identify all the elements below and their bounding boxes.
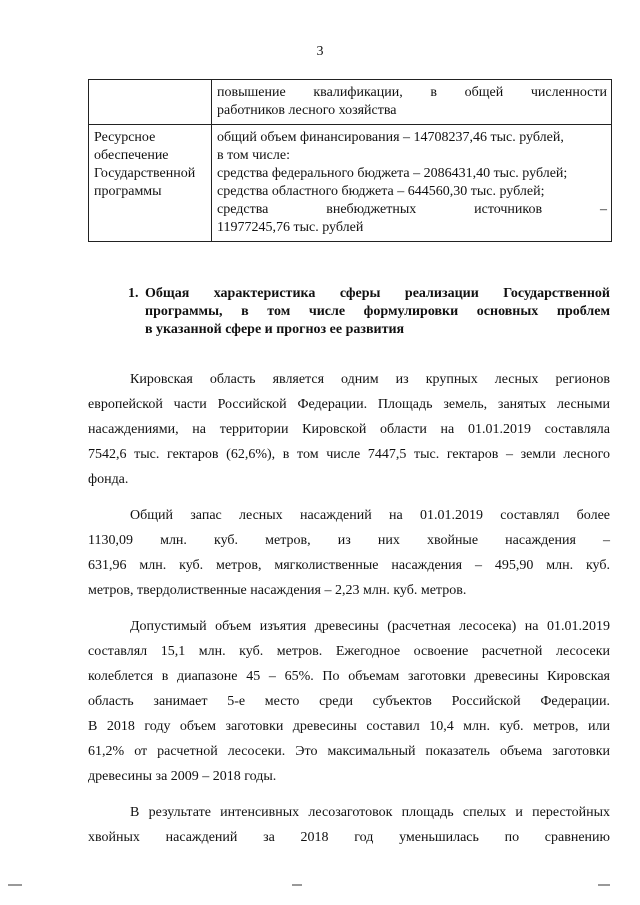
paragraph-line: 7542,6 тыс. гектаров (62,6%), в том числе 7447,5 тыс. гектаров – земли лесного: [88, 447, 610, 462]
paragraph: [88, 800, 610, 850]
section-heading: [128, 285, 610, 339]
paragraph-line: составлял 15,1 млн. куб. метров. Ежегодное освоение расчетной лесосеки: [88, 644, 610, 659]
scan-artifacts: [0, 884, 640, 890]
paragraph-line: древесины за 2009 – 2018 годы.: [88, 769, 277, 784]
paragraph-line: Кировская область является одним из крупных лесных регионов: [130, 372, 610, 387]
table-text-line: общий объем финансирования – 14708237,46 тыс. рублей,: [217, 130, 564, 145]
table-text-line: 11977245,76 тыс. рублей: [217, 220, 364, 235]
paragraph-line: метров, твердолиственные насаждения – 2,23 млн. куб. метров.: [88, 583, 467, 598]
paragraph-line: европейской части Российской Федерации. Площадь земель, занятых лесными: [88, 397, 610, 412]
table-text-line: работников лесного хозяйства: [217, 103, 397, 118]
paragraph-line: 1130,09 млн. куб. метров, из них хвойные насаждения –: [88, 533, 610, 548]
paragraph-line: 61,2% от расчетной лесосеки. Это максимальный показатель объема заготовки: [88, 744, 610, 759]
table-text-line: в том числе:: [217, 148, 290, 163]
page-number: 3: [316, 44, 324, 59]
table-content-cell: [212, 80, 612, 125]
paragraph-line: колеблется в диапазоне 45 – 65%. По объемам заготовки древесины Кировская: [88, 669, 610, 684]
paragraph-line: 631,96 млн. куб. метров, мягколиственные насаждения – 495,90 млн. куб.: [88, 558, 610, 573]
paragraph-line: В результате интенсивных лесозаготовок площадь спелых и перестойных: [130, 805, 610, 820]
program-passport-table: [88, 79, 612, 242]
table-label-cell: [89, 80, 212, 125]
paragraph-line: Общий запас лесных насаждений на 01.01.2019 составлял более: [130, 508, 610, 523]
table-label-cell: [89, 125, 212, 242]
paragraph-line: В 2018 году объем заготовки древесины составил 10,4 млн. куб. метров, или: [88, 719, 610, 734]
paragraph-line: насаждениями, на территории Кировской области на 01.01.2019 составляла: [88, 422, 610, 437]
table-text-line: средства федерального бюджета – 2086431,40 тыс. рублей;: [217, 166, 568, 181]
section-title-line: программы, в том числе формулировки основных проблем: [145, 304, 610, 319]
body-text: [88, 367, 610, 850]
table-label-line: программы: [94, 184, 162, 199]
paragraph: [88, 367, 610, 492]
section-title-line: в указанной сфере и прогноз ее развития: [145, 322, 405, 337]
section-number: 1.: [128, 286, 139, 301]
table-text-line: средства областного бюджета – 644560,30 тыс. рублей;: [217, 184, 545, 199]
paragraph-line: хвойных насаждений за 2018 год уменьшилась по сравнению: [88, 830, 610, 845]
paragraph-line: Допустимый объем изъятия древесины (расчетная лесосека) на 01.01.2019: [130, 619, 610, 634]
table-text-line: повышение квалификации, в общей численности: [217, 85, 607, 100]
table-label-line: обеспечение: [94, 148, 169, 163]
paragraph-line: фонда.: [88, 472, 129, 487]
table-text-line: средства внебюджетных источников –: [217, 202, 607, 217]
table-row: [89, 80, 612, 125]
table-label-line: Государственной: [94, 166, 196, 181]
paragraph-line: область занимает 5-е место среди субъектов Российской Федерации.: [88, 694, 610, 709]
paragraph: [88, 614, 610, 789]
table-content-cell: [212, 125, 612, 242]
table-row: [89, 125, 612, 242]
section-title-line: Общая характеристика сферы реализации Государственной: [145, 286, 610, 301]
table-label-line: Ресурсное: [94, 130, 156, 145]
paragraph: [88, 503, 610, 603]
